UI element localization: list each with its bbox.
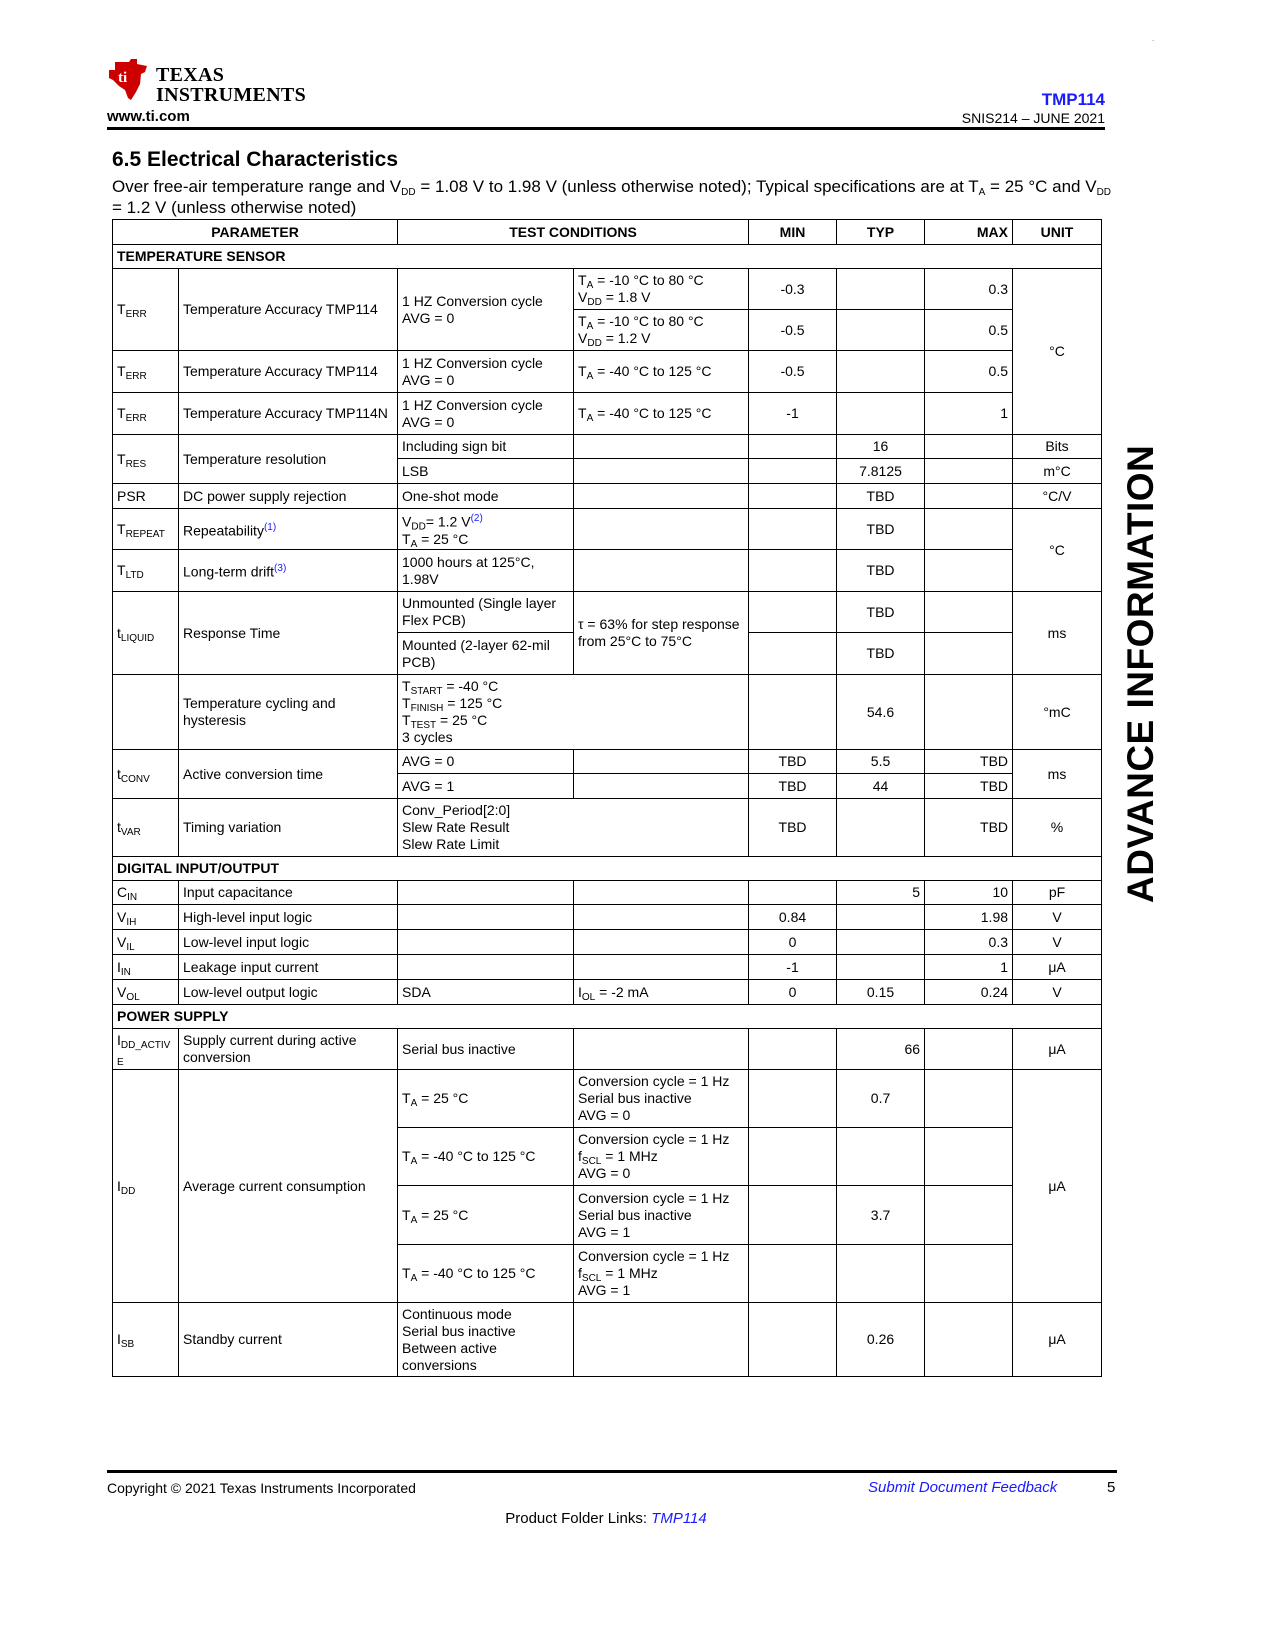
section-row <box>113 857 1102 881</box>
min-value <box>749 484 837 509</box>
parameter-name: Temperature cycling and hysteresis <box>179 675 398 750</box>
test-condition <box>574 955 749 980</box>
unit: °C/V <box>1013 484 1102 509</box>
unit: % <box>1013 799 1102 857</box>
min-value <box>749 1303 837 1377</box>
symbol: $t_{CONV}$ <box>113 750 179 799</box>
product-folder-links: Product Folder Links: TMP114 <box>505 1510 707 1527</box>
min-value <box>749 459 837 484</box>
test-condition: LSB <box>398 459 574 484</box>
max-value: 1.98 <box>925 905 1013 930</box>
test-condition <box>574 774 749 799</box>
test-condition <box>398 930 574 955</box>
typ-value <box>837 1128 925 1186</box>
symbol: $T_{LTD}$ <box>113 550 179 592</box>
part-number-link[interactable]: TMP114 <box>1041 90 1105 109</box>
header-parameter: PARAMETER <box>113 220 398 245</box>
typ-value: 3.7 <box>837 1186 925 1245</box>
table-row <box>113 750 1102 774</box>
section-title: 6.5 Electrical Characteristics <box>112 148 399 171</box>
test-condition: τ = 63% for step response from 25°C to 75°C <box>574 592 749 675</box>
section-digital-io: DIGITAL INPUT/OUTPUT <box>113 857 1102 881</box>
parameter-name: Temperature Accuracy TMP114 <box>179 351 398 393</box>
min-value <box>749 1029 837 1070</box>
table-row <box>113 351 1102 393</box>
section-power-supply: POWER SUPPLY <box>113 1005 1102 1029</box>
typ-value <box>837 269 925 310</box>
svg-text:ti: ti <box>118 70 128 86</box>
parameter-name: Active conversion time <box>179 750 398 799</box>
test-condition: $T_A = -10$ °C to 80 °C $V_{DD} = 1.8$ V <box>574 269 749 310</box>
unit: °C <box>1013 269 1102 435</box>
typ-value: 66 <box>837 1029 925 1070</box>
test-condition: $T_A = -10$ °C to 80 °C $V_{DD} = 1.2$ V <box>574 310 749 351</box>
max-value: 10 <box>925 881 1013 905</box>
typ-value: TBD <box>837 509 925 550</box>
advance-information-label: ADVANCE INFORMATION <box>1120 444 1161 903</box>
test-condition <box>574 509 749 550</box>
test-condition <box>574 905 749 930</box>
unit: ms <box>1013 592 1102 675</box>
typ-value: 7.8125 <box>837 459 925 484</box>
header-min: MIN <box>749 220 837 245</box>
test-condition: Conv_Period[2:0] Slew Rate Result Slew Rate Limit <box>398 799 749 857</box>
min-value: 0 <box>749 930 837 955</box>
test-condition: $T_A = 25$ °C <box>398 1070 574 1128</box>
unit: Bits <box>1013 435 1102 459</box>
test-condition: Conversion cycle = 1 Hz Serial bus inactive AVG = 1 <box>574 1186 749 1245</box>
unit: °C <box>1013 509 1102 592</box>
typ-value <box>837 351 925 393</box>
max-value <box>925 509 1013 550</box>
symbol: $C_{IN}$ <box>113 881 179 905</box>
min-value: TBD <box>749 774 837 799</box>
table-row <box>113 930 1102 955</box>
test-condition: Mounted (2-layer 62-mil PCB) <box>398 633 574 675</box>
typ-value: 16 <box>837 435 925 459</box>
symbol: $I_{IN}$ <box>113 955 179 980</box>
test-condition: $T_A = -40$ °C to 125 °C <box>398 1128 574 1186</box>
symbol: $I_{DD}$ <box>113 1070 179 1303</box>
symbol: $t_{LIQUID}$ <box>113 592 179 675</box>
test-condition: SDA <box>398 980 574 1005</box>
max-value <box>925 1070 1013 1128</box>
min-value: -1 <box>749 955 837 980</box>
test-condition: AVG = 0 <box>398 750 574 774</box>
table-header-row <box>113 220 1102 245</box>
max-value: 0.5 <box>925 351 1013 393</box>
min-value <box>749 1070 837 1128</box>
max-value <box>925 1186 1013 1245</box>
max-value <box>925 435 1013 459</box>
max-value <box>925 1029 1013 1070</box>
typ-value: 54.6 <box>837 675 925 750</box>
parameter-name: Low-level input logic <box>179 930 398 955</box>
unit: V <box>1013 980 1102 1005</box>
test-condition: AVG = 1 <box>398 774 574 799</box>
test-condition: Conversion cycle = 1 Hz $f_{SCL} = 1$ MHz AVG = 0 <box>574 1128 749 1186</box>
max-value: 1 <box>925 955 1013 980</box>
copyright: Copyright © 2021 Texas Instruments Incorporated <box>107 1480 416 1496</box>
unit: μA <box>1013 1029 1102 1070</box>
max-value <box>925 592 1013 633</box>
min-value: TBD <box>749 750 837 774</box>
test-condition: Conversion cycle = 1 Hz $f_{SCL} = 1$ MHz AVG = 1 <box>574 1245 749 1303</box>
table-row <box>113 393 1102 435</box>
max-value <box>925 1128 1013 1186</box>
unit: μA <box>1013 1303 1102 1377</box>
typ-value <box>837 393 925 435</box>
test-condition: $T_A = 25$ °C <box>398 1186 574 1245</box>
test-condition <box>574 435 749 459</box>
symbol: $I_{DD\_ACTIV}$ $_E$ <box>113 1029 179 1070</box>
min-value: -0.5 <box>749 310 837 351</box>
parameter-name: Long-term drift$^{(3)}$ <box>179 550 398 592</box>
table-row <box>113 269 1102 310</box>
min-value: 0 <box>749 980 837 1005</box>
typ-value <box>837 955 925 980</box>
test-condition <box>574 881 749 905</box>
test-condition: Serial bus inactive <box>398 1029 574 1070</box>
test-condition <box>574 750 749 774</box>
test-condition <box>574 1303 749 1377</box>
typ-value <box>837 310 925 351</box>
table-row <box>113 1070 1102 1128</box>
symbol: $T_{ERR}$ <box>113 269 179 351</box>
max-value: TBD <box>925 774 1013 799</box>
footnote-link[interactable]: (1) <box>263 521 277 533</box>
max-value: TBD <box>925 799 1013 857</box>
parameter-name: Input capacitance <box>179 881 398 905</box>
test-condition: Including sign bit <box>398 435 574 459</box>
submit-feedback-link[interactable]: Submit Document Feedback <box>868 1479 1058 1496</box>
unit: m°C <box>1013 459 1102 484</box>
unit: μA <box>1013 1070 1102 1303</box>
min-value <box>749 633 837 675</box>
min-value: TBD <box>749 799 837 857</box>
table-row <box>113 1303 1102 1377</box>
test-condition: 1 HZ Conversion cycle AVG = 0 <box>398 351 574 393</box>
parameter-name: Response Time <box>179 592 398 675</box>
typ-value: TBD <box>837 484 925 509</box>
website-link[interactable]: www.ti.com <box>107 108 190 125</box>
max-value <box>925 633 1013 675</box>
test-condition: $V_{DD}= 1.2$ V$^{(2)}$ $T_A = 25$ °C <box>398 509 574 550</box>
max-value: 1 <box>925 393 1013 435</box>
min-value <box>749 1245 837 1303</box>
typ-value: 5.5 <box>837 750 925 774</box>
typ-value: 44 <box>837 774 925 799</box>
parameter-name: DC power supply rejection <box>179 484 398 509</box>
symbol: $T_{REPEAT}$ <box>113 509 179 550</box>
typ-value: 0.15 <box>837 980 925 1005</box>
logo-text-texas: TEXAS <box>156 64 225 86</box>
test-condition: 1 HZ Conversion cycle AVG = 0 <box>398 393 574 435</box>
symbol: $T_{ERR}$ <box>113 393 179 435</box>
parameter-name: Leakage input current <box>179 955 398 980</box>
table-row <box>113 1029 1102 1070</box>
min-value: 0.84 <box>749 905 837 930</box>
min-value <box>749 435 837 459</box>
max-value: 0.5 <box>925 310 1013 351</box>
parameter-name: High-level input logic <box>179 905 398 930</box>
max-value <box>925 675 1013 750</box>
test-condition: Continuous mode Serial bus inactive Between active conversions <box>398 1303 574 1377</box>
test-condition: $T_A = -40$ °C to 125 °C <box>574 393 749 435</box>
ti-logo-icon <box>107 58 153 102</box>
test-condition <box>398 905 574 930</box>
section-temperature-sensor: TEMPERATURE SENSOR <box>113 245 1102 269</box>
test-condition: 1000 hours at 125°C, 1.98V <box>398 550 574 592</box>
test-condition <box>398 881 574 905</box>
footer-rule <box>107 1470 1117 1473</box>
min-value <box>749 1128 837 1186</box>
symbol: $V_{OL}$ <box>113 980 179 1005</box>
symbol: PSR <box>113 484 179 509</box>
min-value: -0.5 <box>749 351 837 393</box>
doc-id: SNIS214 – JUNE 2021 <box>961 110 1105 126</box>
symbol <box>113 675 179 750</box>
test-condition: $T_A = -40$ °C to 125 °C <box>574 351 749 393</box>
test-condition: $I_{OL} = -2$ mA <box>574 980 749 1005</box>
table-row <box>113 484 1102 509</box>
min-value <box>749 675 837 750</box>
table-row <box>113 509 1102 550</box>
table-row <box>113 799 1102 857</box>
typ-value <box>837 930 925 955</box>
max-value: TBD <box>925 750 1013 774</box>
parameter-name: Supply current during active conversion <box>179 1029 398 1070</box>
min-value <box>749 509 837 550</box>
header-typ: TYP <box>837 220 925 245</box>
min-value <box>749 1186 837 1245</box>
max-value: 0.24 <box>925 980 1013 1005</box>
section-intro: Over free-air temperature range and $V_{DD} = 1.08$ V to 1.98 V (unless otherwise noted); Typical specifications are at $T_A = 25$ °C and $V_{DD} = 1.2$ V (unless otherwise noted) <box>112 177 1112 217</box>
table-row <box>113 550 1102 592</box>
symbol: $T_{RES}$ <box>113 435 179 484</box>
min-value <box>749 592 837 633</box>
test-condition <box>574 1029 749 1070</box>
corner-mark: . <box>1152 34 1155 43</box>
test-condition: $T_A = -40$ °C to 125 °C <box>398 1245 574 1303</box>
section-row <box>113 245 1102 269</box>
header-test-conditions: TEST CONDITIONS <box>398 220 749 245</box>
test-condition <box>574 550 749 592</box>
typ-value: TBD <box>837 592 925 633</box>
typ-value <box>837 1245 925 1303</box>
page-number: 5 <box>1107 1479 1116 1496</box>
table-row <box>113 435 1102 459</box>
ti-logo[interactable] <box>107 58 307 108</box>
symbol: $V_{IL}$ <box>113 930 179 955</box>
unit: °mC <box>1013 675 1102 750</box>
parameter-name: Average current consumption <box>179 1070 398 1303</box>
footnote-link[interactable]: (2) <box>470 513 483 525</box>
max-value <box>925 550 1013 592</box>
test-condition: One-shot mode <box>398 484 574 509</box>
typ-value: TBD <box>837 633 925 675</box>
max-value <box>925 484 1013 509</box>
symbol: $V_{IH}$ <box>113 905 179 930</box>
table-row <box>113 592 1102 633</box>
min-value: -1 <box>749 393 837 435</box>
typ-value: 0.7 <box>837 1070 925 1128</box>
electrical-characteristics-table <box>112 219 1102 1377</box>
table-row <box>113 980 1102 1005</box>
min-value <box>749 881 837 905</box>
typ-value <box>837 905 925 930</box>
max-value: 0.3 <box>925 269 1013 310</box>
parameter-name: Repeatability$^{(1)}$ <box>179 509 398 550</box>
test-condition: Conversion cycle = 1 Hz Serial bus inactive AVG = 0 <box>574 1070 749 1128</box>
max-value <box>925 1245 1013 1303</box>
test-condition: 1 HZ Conversion cycle AVG = 0 <box>398 269 574 351</box>
table-row <box>113 905 1102 930</box>
table-row <box>113 675 1102 750</box>
product-folder-link[interactable]: TMP114 <box>651 1510 707 1527</box>
typ-value: 5 <box>837 881 925 905</box>
unit: ms <box>1013 750 1102 799</box>
section-row <box>113 1005 1102 1029</box>
test-condition <box>574 484 749 509</box>
parameter-name: Temperature resolution <box>179 435 398 484</box>
min-value: -0.3 <box>749 269 837 310</box>
parameter-name: Standby current <box>179 1303 398 1377</box>
table-row <box>113 881 1102 905</box>
min-value <box>749 550 837 592</box>
max-value: 0.3 <box>925 930 1013 955</box>
test-condition <box>398 955 574 980</box>
unit: V <box>1013 905 1102 930</box>
test-condition: $T_{START} = -40$ °C $T_{FINISH} = 125$ °C $T_{TEST} = 25$ °C 3 cycles <box>398 675 749 750</box>
parameter-name: Timing variation <box>179 799 398 857</box>
typ-value <box>837 799 925 857</box>
typ-value: 0.26 <box>837 1303 925 1377</box>
header-rule <box>107 127 1105 130</box>
header-max: MAX <box>925 220 1013 245</box>
parameter-name: Temperature Accuracy TMP114N <box>179 393 398 435</box>
table-row <box>113 955 1102 980</box>
unit: pF <box>1013 881 1102 905</box>
test-condition: Unmounted (Single layer Flex PCB) <box>398 592 574 633</box>
unit: V <box>1013 930 1102 955</box>
test-condition <box>574 459 749 484</box>
logo-text-instruments: INSTRUMENTS <box>156 84 306 106</box>
unit: μA <box>1013 955 1102 980</box>
symbol: $T_{ERR}$ <box>113 351 179 393</box>
header-unit: UNIT <box>1013 220 1102 245</box>
test-condition <box>574 930 749 955</box>
footnote-link[interactable]: (3) <box>274 563 287 575</box>
parameter-name: Temperature Accuracy TMP114 <box>179 269 398 351</box>
parameter-name: Low-level output logic <box>179 980 398 1005</box>
typ-value: TBD <box>837 550 925 592</box>
symbol: $t_{VAR}$ <box>113 799 179 857</box>
max-value <box>925 459 1013 484</box>
symbol: $I_{SB}$ <box>113 1303 179 1377</box>
max-value <box>925 1303 1013 1377</box>
